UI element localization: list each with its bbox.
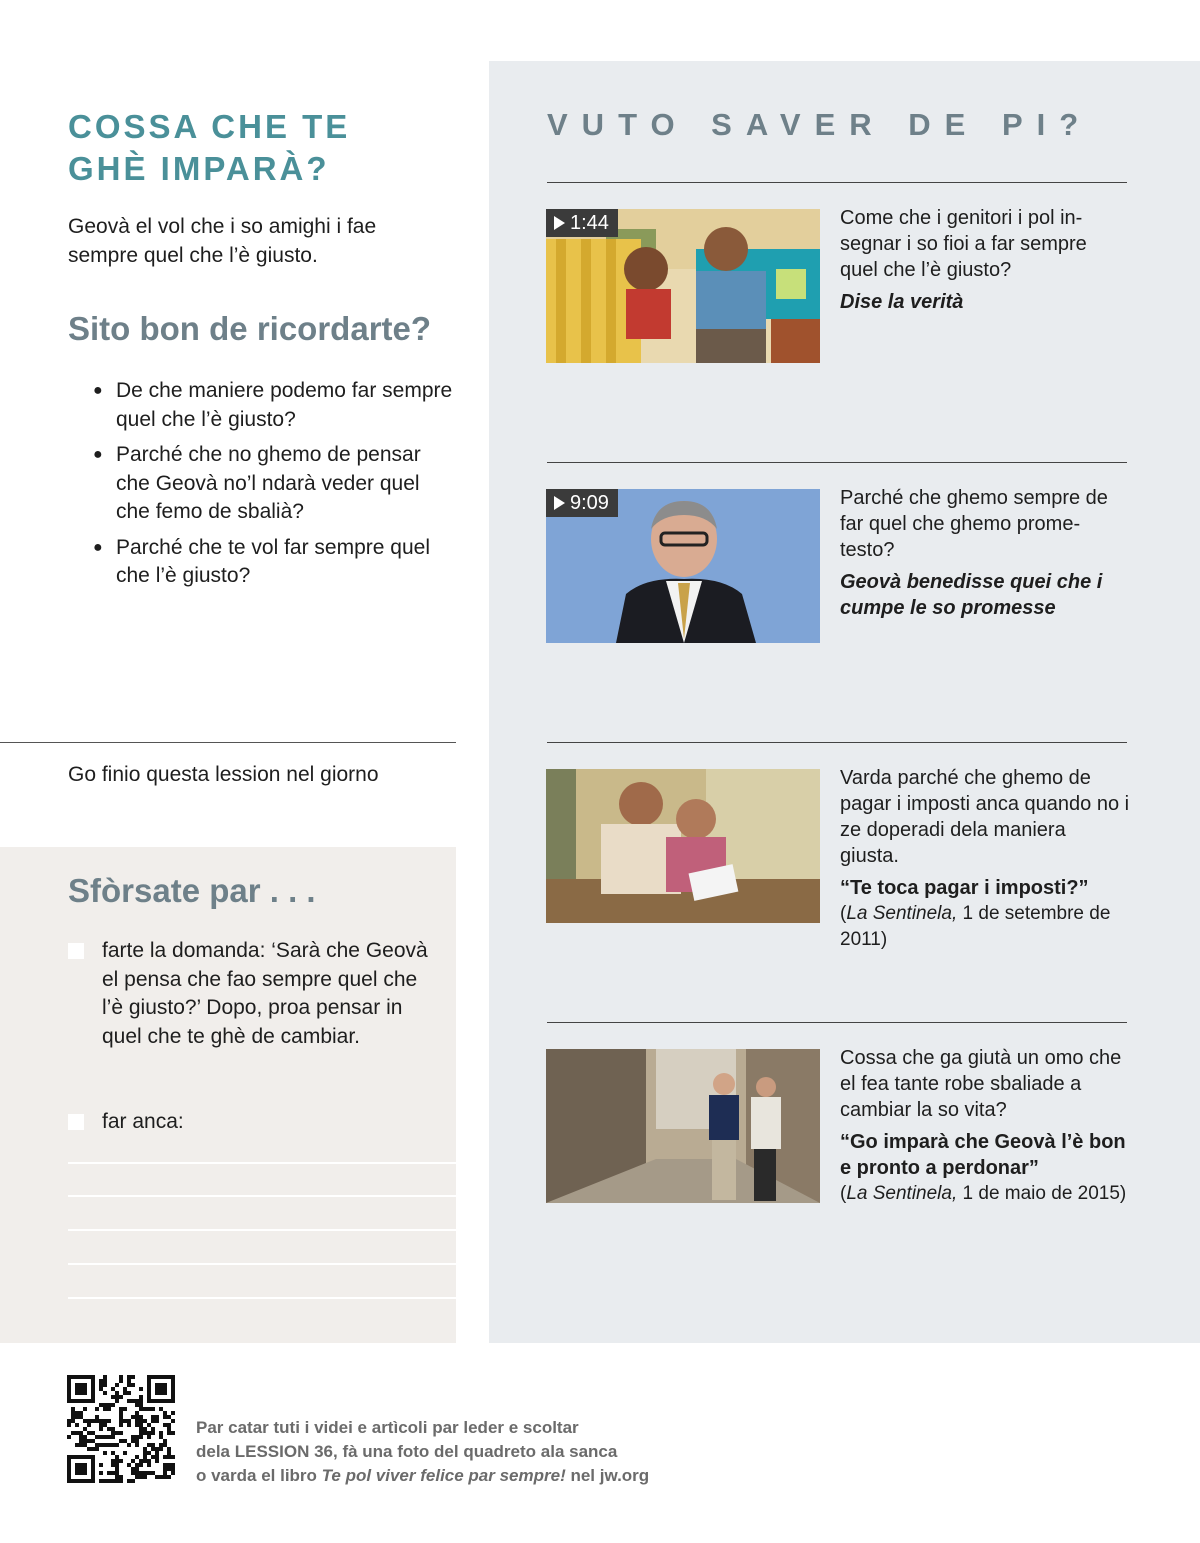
- write-line[interactable]: [68, 1229, 456, 1231]
- write-line[interactable]: [68, 1162, 456, 1164]
- strive-item-text: far anca:: [102, 1110, 184, 1133]
- strive-item: [68, 1108, 438, 1137]
- play-icon: [554, 496, 565, 510]
- remember-list: [68, 377, 458, 598]
- resource-source: [840, 901, 1130, 953]
- footer-line3-suffix: nel jw.org: [565, 1466, 650, 1485]
- footer-line2: dela LESSION 36, fà una foto del quadreto ala sanca: [196, 1442, 618, 1461]
- duration-text: 9:09: [570, 492, 609, 514]
- resource-link[interactable]: Dise la verità: [840, 291, 964, 313]
- footer-line3-prefix: o varda el libro: [196, 1466, 322, 1485]
- divider: [547, 462, 1127, 463]
- strive-item-text: farte la domanda: ‘Sarà che Geovà el pensa che fao sempre quel che l’è giusto?’ Dopo, proa pensar in quel che te ghè de cambiar.: [102, 939, 428, 1048]
- divider: [547, 742, 1127, 743]
- list-item: [68, 534, 458, 591]
- list-item: [68, 441, 458, 527]
- finish-date-label: Go finio questa lession nel giorno: [68, 763, 379, 786]
- source-publication: La Sentinela,: [846, 903, 958, 924]
- write-line[interactable]: [68, 1297, 456, 1299]
- duration-badge: [546, 489, 618, 517]
- article-thumbnail[interactable]: [546, 769, 820, 923]
- resource-text: [840, 765, 1130, 953]
- resource-text: [840, 205, 1130, 315]
- learned-title-line1: COSSA CHE TE: [68, 108, 351, 145]
- footer-note: [196, 1416, 716, 1488]
- list-item: [68, 377, 458, 434]
- resource-source: [840, 1181, 1130, 1207]
- resource-description: Varda parché che ghemo de pagar i imposti anca quando no i ze doperadi dela maniera giusta.: [840, 767, 1130, 867]
- divider: [0, 742, 456, 743]
- learned-title-line2: GHÈ IMPARÀ?: [68, 150, 330, 187]
- write-line[interactable]: [68, 1263, 456, 1265]
- checkbox-icon[interactable]: [68, 943, 84, 959]
- source-date: 1 de setembre de 2011): [840, 903, 1111, 950]
- strive-box: [0, 847, 456, 1343]
- thumbnail-image: [546, 1049, 820, 1203]
- list-item-text: Parché che no ghemo de pensar che Geovà no’l ndarà veder quel che femo de sbalià?: [116, 443, 421, 523]
- duration-text: 1:44: [570, 212, 609, 234]
- resource-text: [840, 1045, 1130, 1207]
- divider: [547, 1022, 1127, 1023]
- video-thumbnail[interactable]: [546, 209, 820, 363]
- source-publication: La Sentinela,: [846, 1183, 958, 1204]
- source-open: (: [840, 1183, 847, 1204]
- resource-link[interactable]: “Go imparà che Geovà l’è bon e pronto a perdonar”: [840, 1131, 1126, 1179]
- bullet-icon: ●: [93, 538, 103, 556]
- divider: [547, 182, 1127, 183]
- play-icon: [554, 216, 565, 230]
- duration-badge: [546, 209, 618, 237]
- learned-title: [68, 106, 448, 190]
- write-line[interactable]: [68, 1195, 456, 1197]
- source-date: 1 de maio de 2015): [957, 1183, 1127, 1204]
- thumbnail-image: [546, 769, 820, 923]
- bullet-icon: ●: [93, 446, 103, 463]
- video-thumbnail[interactable]: [546, 489, 820, 643]
- checkbox-icon[interactable]: [68, 1114, 84, 1130]
- resource-link[interactable]: “Te toca pagar i imposti?”: [840, 877, 1089, 899]
- strive-title: Sfòrsate par . . .: [68, 872, 316, 909]
- resource-description: Cossa che ga giutà un omo che el fea tante robe sbaliade a cambiar la so vita?: [840, 1047, 1122, 1121]
- article-thumbnail[interactable]: [546, 1049, 820, 1203]
- resource-text: [840, 485, 1130, 621]
- more-title: VUTO SAVER DE PI?: [547, 107, 1093, 142]
- bullet-icon: ●: [93, 382, 103, 399]
- remember-title: Sito bon de ricordarte?: [68, 310, 432, 347]
- footer-line1: Par catar tuti i videi e artìcoli par leder e scoltar: [196, 1418, 579, 1437]
- footer-book-title[interactable]: Te pol viver felice par sempre!: [321, 1466, 566, 1485]
- resource-description: Come che i genitori i pol in-segnar i so fioi a far sempre quel che l’è giusto?: [840, 207, 1087, 281]
- list-item-text: Parché che te vol far sempre quel che l’è giusto?: [116, 535, 430, 587]
- source-open: (: [840, 903, 847, 924]
- resource-link[interactable]: Geovà benedisse quei che i cumpe le so promesse: [840, 571, 1103, 619]
- learned-summary: Geovà el vol che i so amighi i fae sempre quel che l’è giusto.: [68, 215, 377, 267]
- list-item-text: De che maniere podemo far sempre quel che l’è giusto?: [116, 379, 453, 431]
- resource-description: Parché che ghemo sempre de far quel che ghemo prome-testo?: [840, 487, 1108, 561]
- strive-item: [68, 937, 438, 1051]
- qr-code-icon[interactable]: [67, 1375, 175, 1483]
